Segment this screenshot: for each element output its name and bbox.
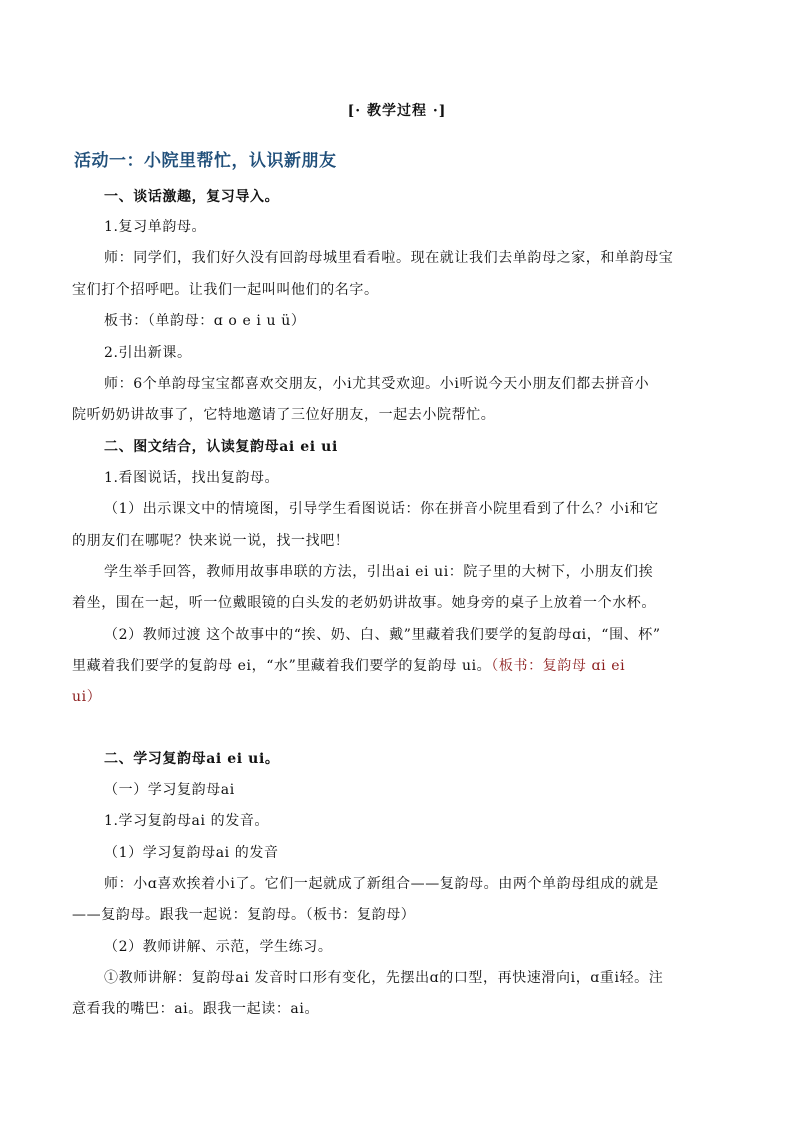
activity-heading: 活动一：小院里帮忙，认识新朋友	[74, 151, 337, 171]
paragraph: 1.看图说话，找出复韵母。	[104, 470, 280, 486]
paragraph: 师：同学们，我们好久没有回韵母城里看看啦。现在就让我们去单韵母之家，和单韵母宝	[104, 250, 674, 266]
blackboard-note: （板书：复韵母 ɑi ei	[491, 658, 626, 674]
paragraph: （2）教师过渡 这个故事中的“挨、奶、白、戴”里藏着我们要学的复韵母ɑi，“围、杯”	[104, 627, 661, 643]
heading-picture-text: 二、图文结合，认读复韵母ai ei ui	[104, 439, 338, 455]
paragraph: 着坐，围在一起，听一位戴眼镜的白头发的老奶奶讲故事。她身旁的桌子上放着一个水杯。	[72, 595, 656, 611]
paragraph: ——复韵母。跟我一起说：复韵母。（板书：复韵母）	[72, 907, 416, 923]
heading-intro: 一、谈话激趣，复习导入。	[104, 189, 280, 205]
paragraph: 学生举手回答，教师用故事串联的方法，引出ai ei ui：院子里的大树下，小朋友们挨	[104, 564, 654, 580]
paragraph: 意看我的嘴巴：ai。跟我一起读：ai。	[72, 1001, 320, 1017]
paragraph: 师：小ɑ喜欢挨着小i了。它们一起就成了新组合——复韵母。由两个单韵母组成的就是	[104, 876, 659, 892]
paragraph: 院听奶奶讲故事了，它特地邀请了三位好朋友，一起去小院帮忙。	[72, 407, 496, 423]
paragraph: 板书：（单韵母：ɑ o e i u ü）	[104, 313, 306, 329]
blackboard-note-cont: ui）	[72, 689, 102, 705]
paragraph: 1.学习复韵母ai 的发音。	[104, 813, 270, 829]
paragraph: （1）出示课文中的情境图，引导学生看图说话：你在拼音小院里看到了什么？小i和它	[104, 501, 659, 517]
paragraph: 师：6个单韵母宝宝都喜欢交朋友，小i尤其受欢迎。小i听说今天小朋友们都去拼音小	[104, 376, 650, 392]
paragraph: 宝们打个招呼吧。让我们一起叫叫他们的名字。	[72, 282, 379, 298]
subheading: （一）学习复韵母ai	[104, 782, 235, 798]
paragraph: （2）教师讲解、示范，学生练习。	[104, 939, 333, 955]
paragraph: ①教师讲解：复韵母ai 发音时口形有变化，先摆出ɑ的口型，再快速滑向i，ɑ重i轻。注	[104, 970, 664, 986]
paragraph-text: 里藏着我们要学的复韵母 ei，“水”里藏着我们要学的复韵母 ui。	[72, 658, 492, 674]
paragraph: （1）学习复韵母ai 的发音	[104, 845, 279, 861]
heading-learn: 二、学习复韵母ai ei ui。	[104, 751, 280, 767]
paragraph: 的朋友们在哪呢？快来说一说，找一找吧！	[72, 533, 350, 549]
section-title: [· 教学过程 ·]	[347, 103, 447, 119]
paragraph: 1.复习单韵母。	[104, 219, 207, 235]
paragraph: 2.引出新课。	[104, 345, 192, 361]
paragraph	[72, 655, 724, 675]
